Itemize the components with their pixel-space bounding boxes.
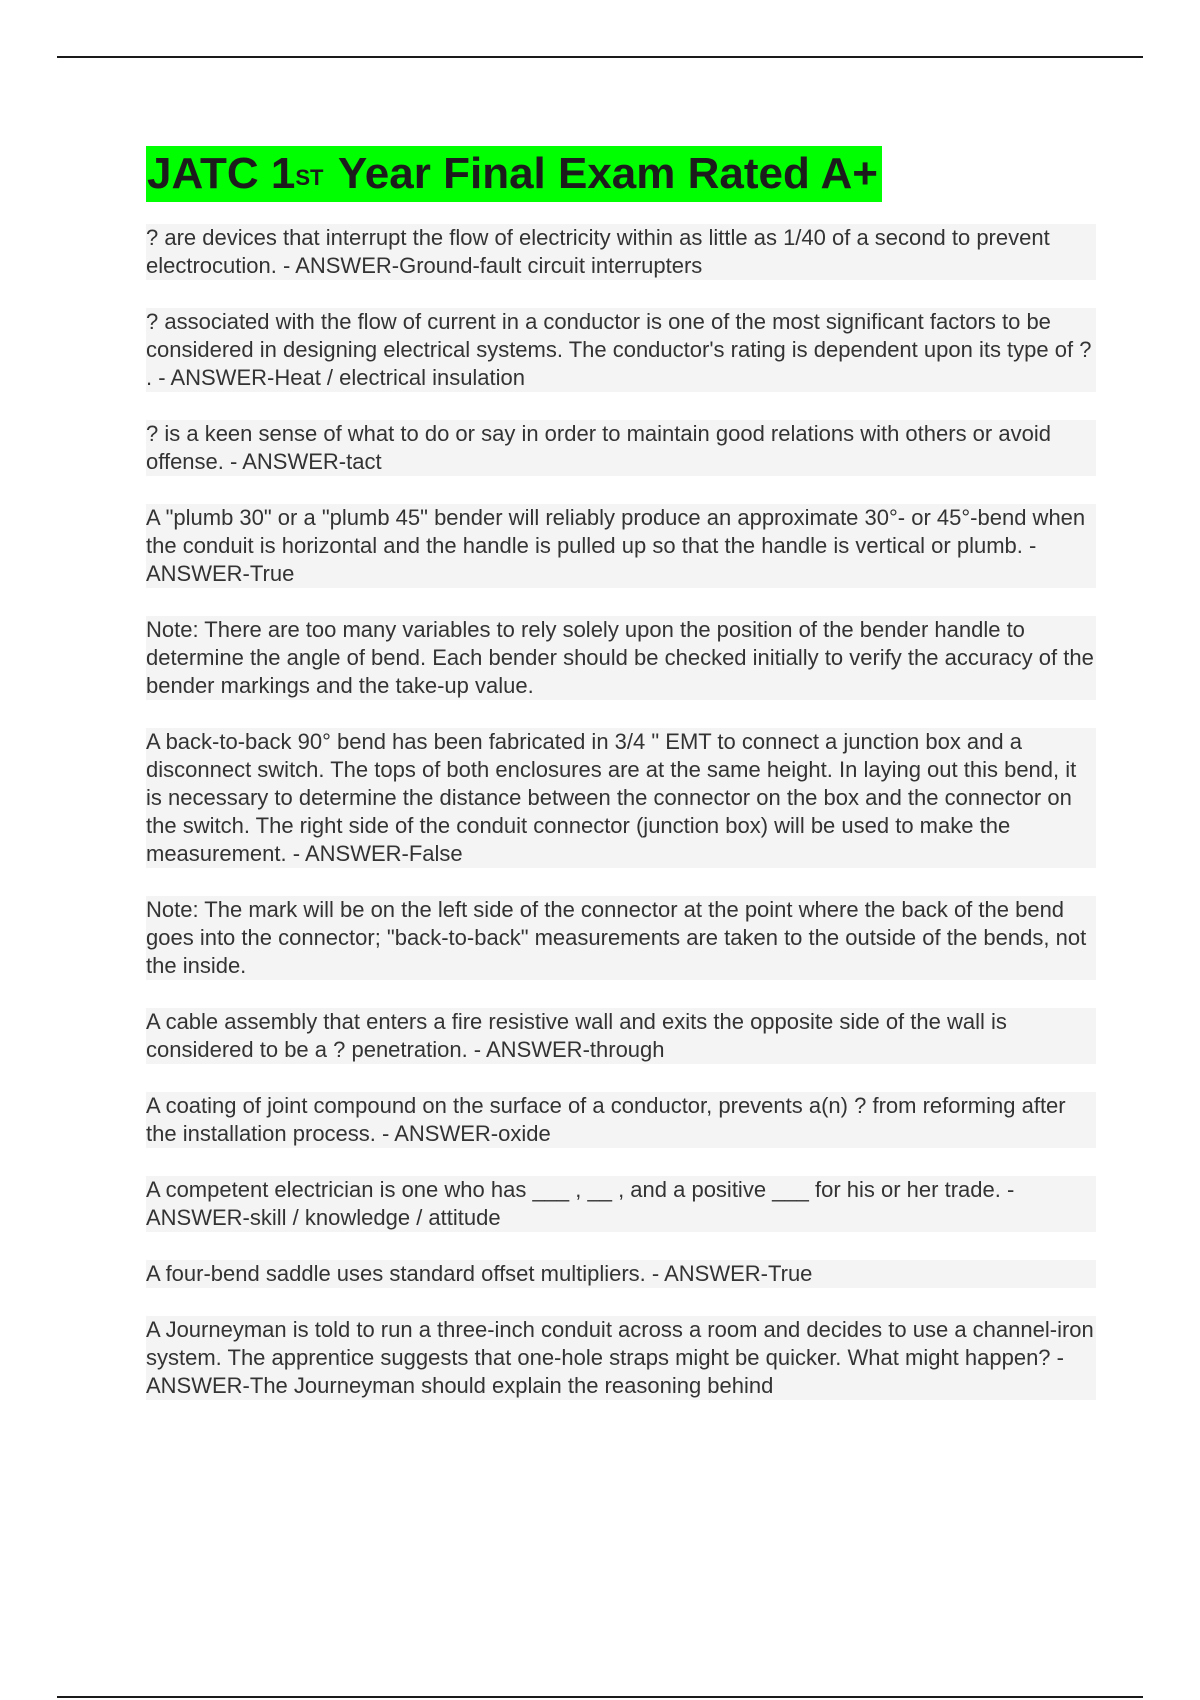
qa-paragraph: A four-bend saddle uses standard offset multipliers. - ANSWER-True [146, 1260, 1096, 1288]
top-rule [57, 56, 1143, 58]
qa-paragraph: ? associated with the flow of current in a conductor is one of the most significant factors to be considered in designing electrical systems. The conductor's rating is dependent upon its type of ? . - ANSWER-Heat / electrical insulation [146, 308, 1096, 392]
qa-paragraph: A Journeyman is told to run a three-inch conduit across a room and decides to use a channel-iron system. The apprentice suggests that one-hole straps might be quicker. What might happen? - ANSWER-The Journeyman should explain the reasoning behind [146, 1316, 1096, 1400]
qa-paragraph: A competent electrician is one who has ___ , __ , and a positive ___ for his or her trade. - ANSWER-skill / knowledge / attitude [146, 1176, 1096, 1232]
bottom-rule [57, 1696, 1143, 1698]
title-superscript: ST [295, 165, 324, 190]
qa-paragraph: ? is a keen sense of what to do or say in order to maintain good relations with others or avoid offense. - ANSWER-tact [146, 420, 1096, 476]
qa-paragraph: A back-to-back 90° bend has been fabricated in 3/4 " EMT to connect a junction box and a disconnect switch. The tops of both enclosures are at the same height. In laying out this bend, it is necessary to determine the distance between the connector on the box and the connector on the switch. The right side of the conduit connector (junction box) will be used to make the measurement. - ANSWER-False [146, 728, 1096, 868]
qa-paragraph: A cable assembly that enters a fire resistive wall and exits the opposite side of the wall is considered to be a ? penetration. - ANSWER-through [146, 1008, 1096, 1064]
document-body [146, 146, 1096, 1428]
title-prefix: JATC 1 [147, 149, 296, 198]
qa-paragraph: ? are devices that interrupt the flow of electricity within as little as 1/40 of a second to prevent electrocution. - ANSWER-Ground-fault circuit interrupters [146, 224, 1096, 280]
qa-paragraph: A "plumb 30" or a "plumb 45" bender will reliably produce an approximate 30°- or 45°-bend when the conduit is horizontal and the handle is pulled up so that the handle is vertical or plumb. - ANSWER-True [146, 504, 1096, 588]
qa-paragraph: A coating of joint compound on the surface of a conductor, prevents a(n) ? from reforming after the installation process. - ANSWER-oxide [146, 1092, 1096, 1148]
note-paragraph: Note: There are too many variables to rely solely upon the position of the bender handle to determine the angle of bend. Each bender should be checked initially to verify the accuracy of the bender markings and the take-up value. [146, 616, 1096, 700]
document-title [146, 146, 882, 202]
note-paragraph: Note: The mark will be on the left side of the connector at the point where the back of the bend goes into the connector; "back-to-back" measurements are taken to the outside of the bends, not the inside. [146, 896, 1096, 980]
title-suffix: Year Final Exam Rated A+ [326, 149, 878, 198]
